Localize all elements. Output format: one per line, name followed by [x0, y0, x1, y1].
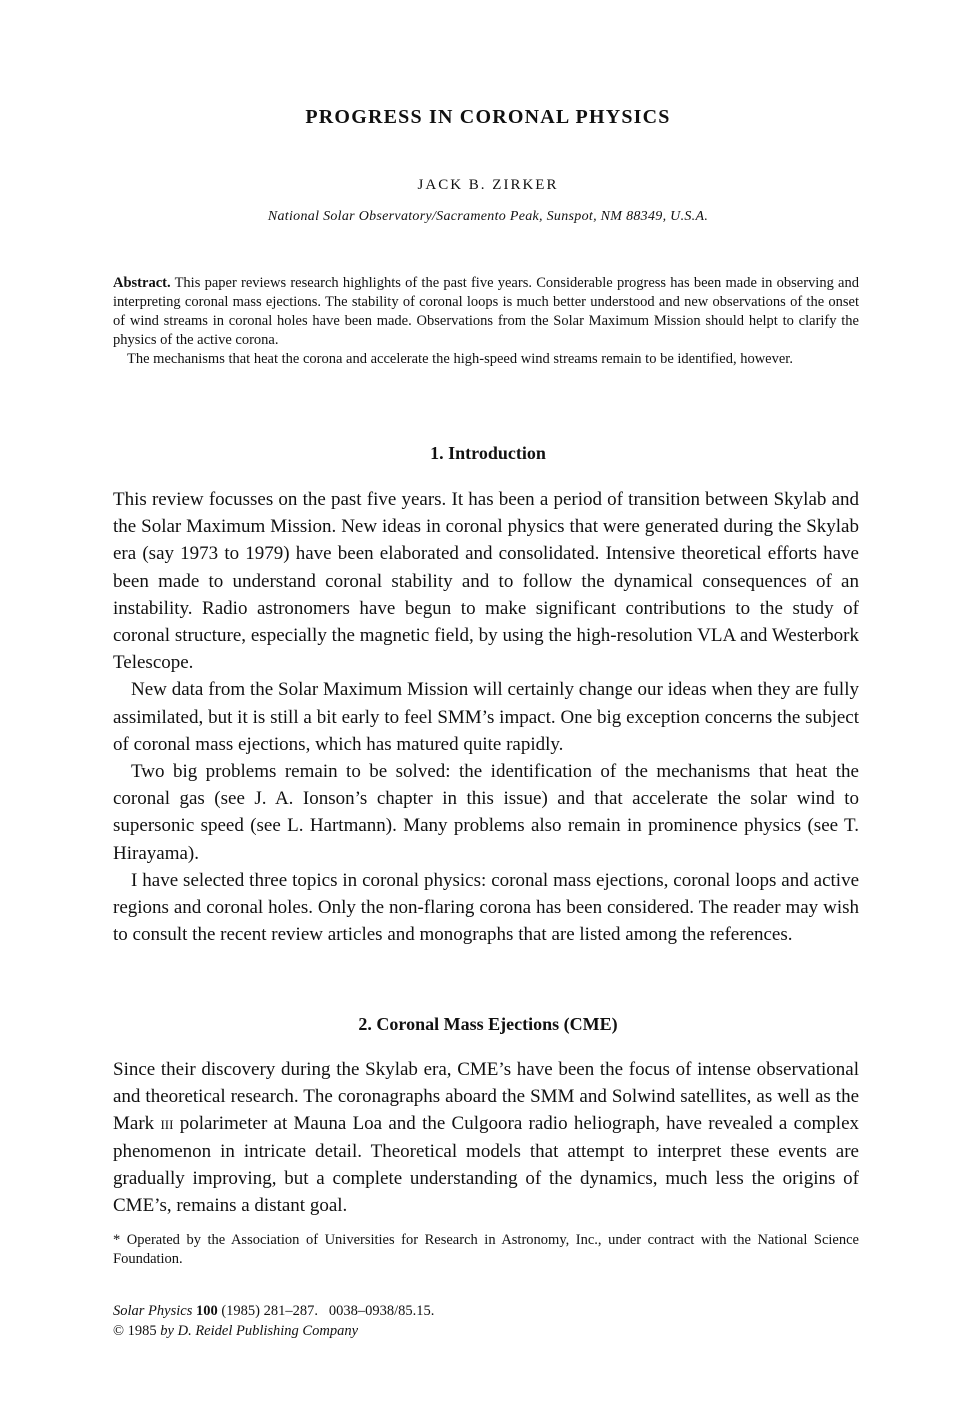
journal-citation-line [113, 1301, 859, 1321]
cme-text-part-2: polarimeter at Mauna Loa and the Culgoora radio heliograph, have revealed a complex phenomenon in intricate detail. Theoretical models that attempt to interpret these events are gradually improving, but a complete understanding of the dynamics, much less the origins of CME’s, remains a distant goal. [113, 1113, 860, 1217]
section-1-body [113, 486, 859, 948]
journal-info [113, 1301, 859, 1341]
copyright-symbol: © [113, 1323, 125, 1339]
intro-paragraph-3: Two big problems remain to be solved: the identification of the mechanisms that heat the coronal gas (see J. A. Ionson’s chapter in this issue) and that accelerate the solar wind to supersonic speed (see L. Hartmann). Many problems also remain in prominence physics (see T. Hirayama). [113, 761, 859, 864]
abstract-paragraph-2: The mechanisms that heat the corona and accelerate the high-speed wind streams remain to be identified, however. [127, 350, 793, 367]
author-name: JACK B. ZIRKER [417, 177, 559, 193]
abstract-text-1: This paper reviews research highlights of the past five years. Considerable progress has been made in observing and interpreting coronal mass ejections. The stability of coronal loops is much better understood and new observations of the onset of wind streams in coronal holes have been made. Observations from the Solar Maximum Mission should helpt to clarify the physics of the active corona. [113, 275, 859, 348]
copyright-year: 1985 [124, 1323, 161, 1339]
mark-iii-numeral: iii [160, 1113, 174, 1135]
footnote: * Operated by the Association of Universities for Research in Astronomy, Inc., under contract with the National Science Foundation. [113, 1232, 859, 1267]
journal-citation: (1985) 281–287. 0038–0938/85.15. [217, 1303, 435, 1319]
section-2-body [113, 1056, 859, 1219]
cme-text-part-1: Since their discovery during the Skylab era, CME’s have been the focus of intense observational and theoretical research. The coronagraphs aboard the SMM and Solwind satellites, as well as the Mark [113, 1059, 859, 1135]
journal-volume: 100 [195, 1303, 218, 1319]
intro-paragraph-2: New data from the Solar Maximum Mission will certainly change our ideas when they are fully assimilated, but it is still a bit early to feel SMM’s impact. One big exception concerns the subject of coronal mass ejections, which has matured quite rapidly. [113, 679, 859, 755]
cme-paragraph-1 [113, 1056, 859, 1219]
author-affiliation: National Solar Observatory/Sacramento Peak, Sunspot, NM 88349, U.S.A. [267, 209, 709, 224]
abstract [113, 274, 859, 369]
abstract-label: Abstract. [113, 275, 171, 291]
journal-name: Solar Physics [113, 1303, 193, 1319]
copyright-line [113, 1321, 859, 1341]
intro-paragraph-1: This review focusses on the past five years. It has been a period of transition between Skylab and the Solar Maximum Mission. New ideas in coronal physics that were generated during the Skylab era (say 1973 to 1979) have been elaborated and consolidated. Intensive theoretical efforts have been made to understand coronal stability and to follow the dynamical consequences of an instability. Radio astronomers have begun to make significant contributions to the study of coronal structure, especially the magnetic field, by using the high-resolution VLA and Westerbork Telescope. [113, 489, 859, 674]
abstract-paragraph-1 [113, 274, 859, 350]
paper-title: PROGRESS IN CORONAL PHYSICS [305, 106, 671, 128]
section-2-heading: 2. Coronal Mass Ejections (CME) [358, 1014, 618, 1034]
publisher-name: by D. Reidel Publishing Company [160, 1323, 359, 1339]
section-1-heading: 1. Introduction [430, 443, 546, 463]
intro-paragraph-4: I have selected three topics in coronal physics: coronal mass ejections, coronal loops and active regions and coronal holes. Only the non-flaring corona has been considered. The reader may wish to consult the recent review articles and monographs that are listed among the references. [113, 869, 859, 946]
